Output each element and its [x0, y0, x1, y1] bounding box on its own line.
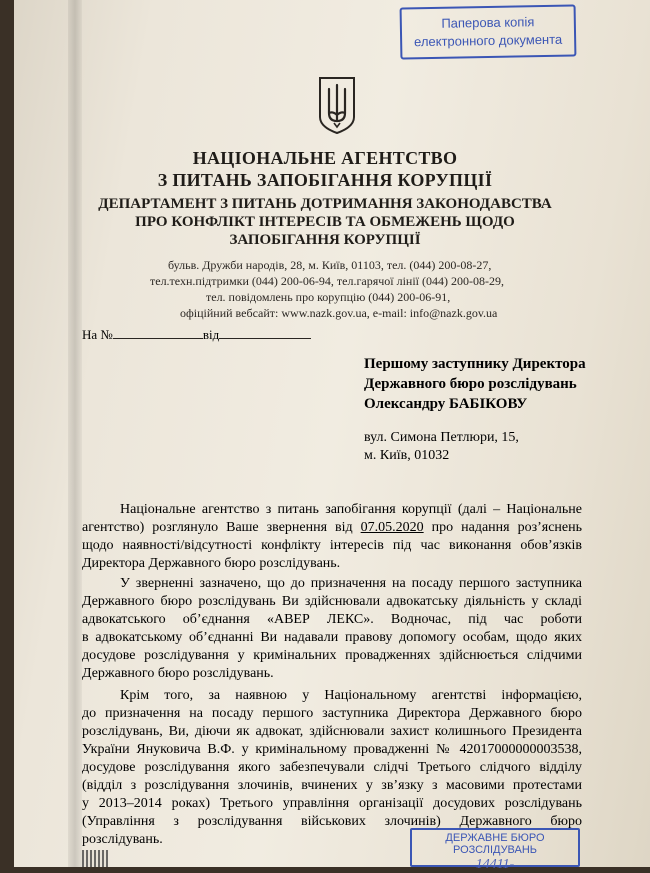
- department-line-1: ДЕПАРТАМЕНТ З ПИТАНЬ ДОТРИМАННЯ ЗАКОНОДАВСТВА: [98, 196, 552, 212]
- p1-l2-text-b: про надання роз’яснень: [423, 520, 582, 535]
- reference-no-label: На №: [82, 327, 113, 342]
- paragraph-1-line-3: щодо наявності/відсутності конфлікту інтересів під час виконання обов’язків: [82, 538, 582, 553]
- reference-from-label: від: [202, 327, 220, 342]
- paragraph-3-line-5: досудове розслідування якого забезпечували слідчі Третього слідчого відділу: [82, 760, 582, 775]
- qr-code-icon: [82, 850, 108, 867]
- paragraph-2-line-4: в адвокатському об’єднанні Ви надавали правову допомогу особам, щодо яких: [82, 630, 582, 645]
- paragraph-1-line-2: [82, 520, 582, 536]
- address-line-1: вул. Симона Петлюри, 15,: [364, 430, 519, 445]
- reference-number-line: [82, 326, 311, 343]
- paragraph-1-line-4: Директора Державного бюро розслідувань.: [82, 556, 341, 571]
- paragraph-3-line-8: (Управління з розслідування військових злочинів) Державного бюро: [82, 814, 582, 829]
- department-line-2: ПРО КОНФЛІКТ ІНТЕРЕСІВ ТА ОБМЕЖЕНЬ ЩОДО: [135, 214, 515, 230]
- contact-support-phone: тел.техн.підтримки (044) 200-06-94, тел.гарячої лінії (044) 200-08-29,: [150, 274, 504, 288]
- contact-website-email: офіційний вебсайт: www.nazk.gov.ua, e-mail: info@nazk.gov.ua: [180, 306, 498, 320]
- registration-stamp-title: ДЕРЖАВНЕ БЮРО РОЗСЛІДУВАНЬ: [445, 832, 545, 856]
- registration-number: 14411-: [475, 857, 515, 872]
- paragraph-3-line-1: Крім того, за наявною у Національному агентстві інформацією,: [120, 688, 582, 703]
- addressee-line-3: Олександру БАБІКОВУ: [364, 396, 528, 412]
- registration-stamp: [410, 828, 580, 872]
- page-fold-shadow: [68, 0, 82, 867]
- addressee-line-1: Першому заступнику Директора: [364, 356, 586, 372]
- paragraph-2-line-5: досудове розслідування у кримінальних провадженнях здійснюється слідчими: [82, 648, 582, 663]
- paragraph-3-line-4: України Януковича В.Ф. у кримінальному провадженні № 42017000000003538,: [82, 742, 582, 757]
- paragraph-2-line-2: Державного бюро розслідувань Ви здійснювали адвокатську діяльність у складі: [82, 594, 582, 609]
- stamp-line-1: Паперова копія: [441, 14, 535, 31]
- p1-l2-text-a: агентство) розглянуло Ваше звернення від: [82, 520, 361, 535]
- reference-date-blank: [219, 326, 311, 339]
- trident-emblem-icon: [317, 75, 357, 135]
- contact-corruption-phone: тел. повідомлень про корупцію (044) 200-06-91,: [206, 290, 451, 304]
- address-line-2: м. Київ, 01032: [364, 448, 450, 463]
- department-line-3: ЗАПОБІГАННЯ КОРУПЦІЇ: [229, 232, 421, 248]
- contact-address: бульв. Дружби народів, 28, м. Київ, 01103, тел. (044) 200-08-27,: [168, 258, 492, 272]
- paragraph-2-line-3: адвокатського об’єднання «АВЕР ЛЕКС». Водночас, під час роботи: [82, 612, 582, 627]
- addressee-line-2: Державного бюро розслідувань: [364, 376, 577, 392]
- electronic-copy-stamp: [400, 4, 577, 59]
- request-date: 07.05.2020: [360, 520, 424, 535]
- paragraph-3-line-6: (відділ з розслідування злочинів, вчинених у зв’язку з масовими протестами: [82, 778, 582, 793]
- stamp-line-2: електронного документа: [413, 31, 563, 50]
- paragraph-3-line-3: розслідувань, Ви, діючи як адвокат, здійснювали захист колишнього Президента: [82, 724, 582, 739]
- paragraph-1-line-1: Національне агентство з питань запобігання корупції (далі – Національне: [120, 502, 582, 517]
- paragraph-3-line-9: розслідувань.: [82, 832, 163, 847]
- paragraph-2-line-1: У зверненні зазначено, що до призначення на посаду першого заступника: [120, 576, 582, 591]
- reference-no-blank: [113, 326, 203, 339]
- paragraph-2-line-6: Державного бюро розслідувань.: [82, 666, 274, 681]
- org-name-line-1: НАЦІОНАЛЬНЕ АГЕНТСТВО: [192, 148, 458, 168]
- paragraph-3-line-7: у 2013–2014 роках) Третього управління організації досудових розслідувань: [82, 796, 582, 811]
- org-name-line-2: З ПИТАНЬ ЗАПОБІГАННЯ КОРУПЦІЇ: [157, 170, 493, 190]
- paragraph-3-line-2: до призначення на посаду першого заступника Директора Державного бюро: [82, 706, 582, 721]
